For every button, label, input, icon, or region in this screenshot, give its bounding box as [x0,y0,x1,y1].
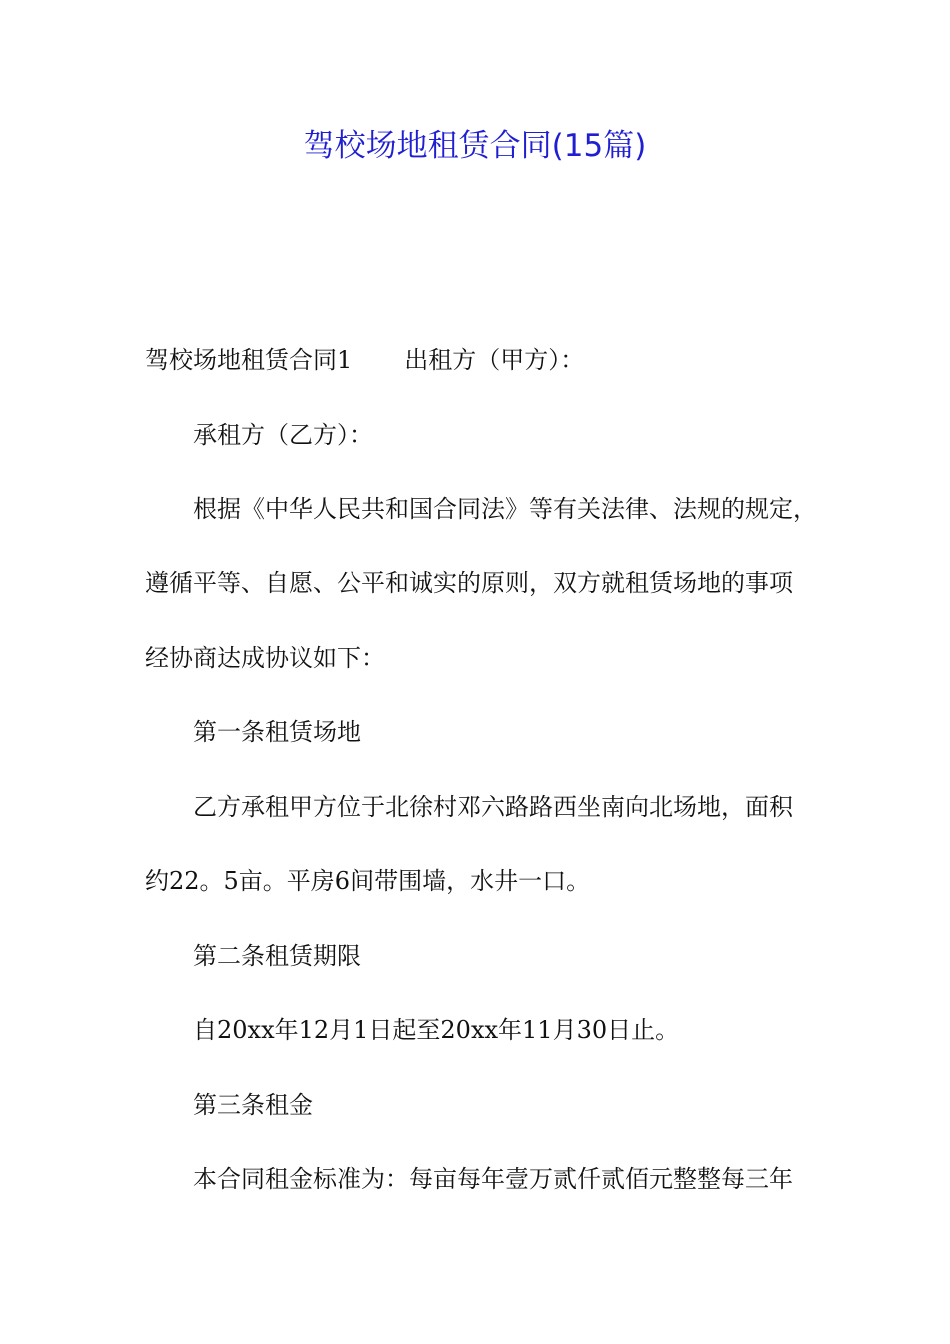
contract-label: 驾校场地租赁合同1 [145,346,353,374]
paragraph-line: 根据《中华人民共和国合同法》等有关法律、法规的规定， [193,495,817,523]
paragraph-line: 自20xx年12月1日起至20xx年11月30日止。 [193,1016,680,1044]
lessor-label: 出租方（甲方）： [404,346,585,374]
lessee-label: 承租方（乙方）： [193,421,373,449]
article-heading: 第二条租赁期限 [193,942,361,970]
article-heading: 第三条租金 [193,1091,313,1119]
paragraph-line: 遵循平等、自愿、公平和诚实的原则，双方就租赁场地的事项 [145,569,793,597]
paragraph-line: 约22。5亩。平房6间带围墙，水井一口。 [145,867,591,895]
contract-heading-line [145,345,584,375]
paragraph-line: 本合同租金标准为：每亩每年壹万贰仟贰佰元整整每三年 [193,1165,793,1193]
document-title: 驾校场地租赁合同(15篇) [303,128,647,164]
paragraph-line: 乙方承租甲方位于北徐村邓六路路西坐南向北场地，面积 [193,793,793,821]
paragraph-line: 经协商达成协议如下： [145,644,385,672]
article-heading: 第一条租赁场地 [193,718,361,746]
